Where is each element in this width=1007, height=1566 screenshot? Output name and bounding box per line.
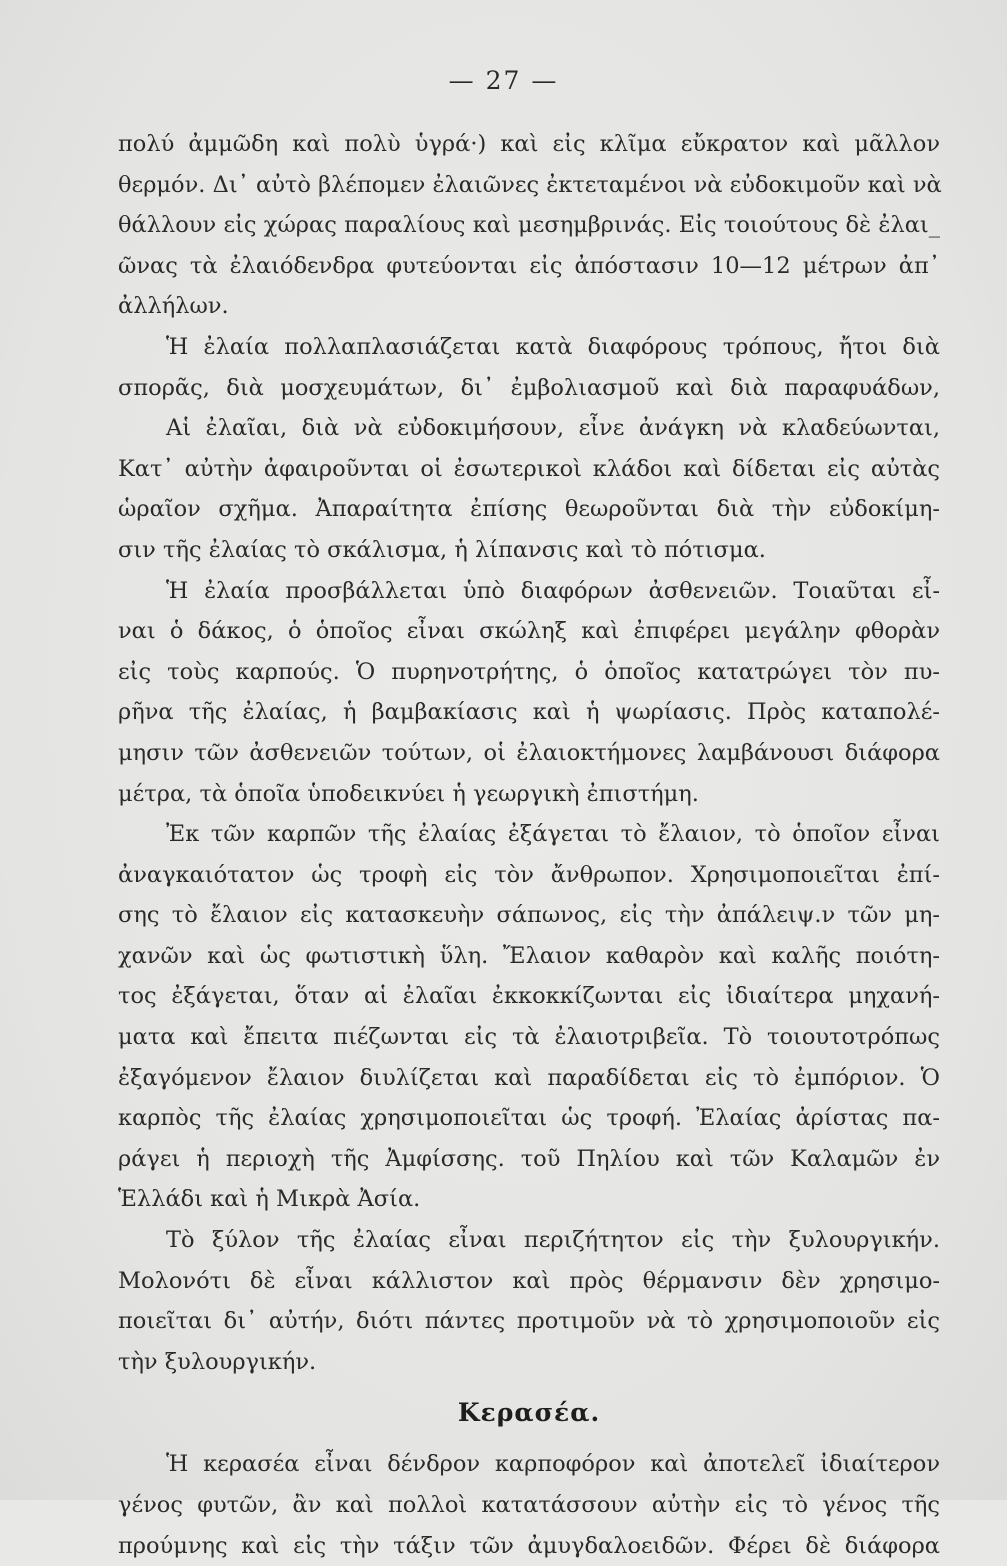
text-line: ἀναγκαιότατον ὡς τροφὴ εἰς τὸν ἄνθρωπον. Χρησιμοποιεῖται ἐπί- xyxy=(118,861,940,888)
text-line: Τὸ ξύλον τῆς ἐλαίας εἶναι περιζήτητον εἰς τὴν ξυλουργικήν. xyxy=(166,1227,940,1254)
page-number: — 27 — xyxy=(448,66,559,95)
text-line: σιν τῆς ἐλαίας τὸ σκάλισμα, ἡ λίπανσις καὶ τὸ πότισμα. xyxy=(118,536,766,563)
text-line: ράγει ἡ περιοχὴ τῆς Ἀμφίσσης. τοῦ Πηλίου καὶ τῶν Καλαμῶν ἐν xyxy=(118,1145,940,1172)
section-heading-wrap xyxy=(118,1382,940,1444)
text-line: εἰς τοὺς καρπούς. Ὁ πυρηνοτρήτης, ὁ ὁποῖος κατατρώγει τὸν πυ- xyxy=(118,658,940,685)
text-line: Ἑλλάδι καὶ ἡ Μικρὰ Ἀσία. xyxy=(118,1186,421,1213)
section-heading: Κερασέα. xyxy=(457,1398,601,1428)
text-line: ῶνας τὰ ἐλαιόδενδρα φυτεύονται εἰς ἀπόστασιν 10—12 μέτρων ἀπ᾽ xyxy=(118,252,940,279)
cherry-section-text xyxy=(118,1444,940,1566)
text-line: χανῶν καὶ ὡς φωτιστικὴ ὕλη. Ἔλαιον καθαρὸν καὶ καλῆς ποιότη- xyxy=(118,942,940,969)
text-line: μέτρα, τὰ ὁποῖα ὑποδεικνύει ἡ γεωργικὴ ἐπιστήμη. xyxy=(118,780,699,807)
text-line: ποιεῖται δι᾽ αὐτήν, διότι πάντες προτιμοῦν νὰ τὸ χρησιμοποιοῦν εἰς xyxy=(118,1308,940,1335)
text-line: μησιν τῶν ἀσθενειῶν τούτων, οἱ ἐλαιοκτήμονες λαμβάνουσι διάφορα xyxy=(118,739,940,766)
text-line: Μολονότι δὲ εἶναι κάλλιστον καὶ πρὸς θέρμανσιν δὲν χρησιμο- xyxy=(118,1267,940,1294)
text-line: ἀλλήλων. xyxy=(118,293,229,320)
text-line: Κατ᾽ αὐτὴν ἀφαιροῦνται οἱ ἐσωτερικοὶ κλάδοι καὶ δίδεται εἰς αὐτὰς xyxy=(118,455,940,482)
text-line: ὡραῖον σχῆμα. Ἀπαραίτητα ἐπίσης θεωροῦνται διὰ τὴν εὐδοκίμη- xyxy=(118,496,940,523)
text-line: πολύ ἀμμῶδη καὶ πολὺ ὑγρά·) καὶ εἰς κλῖμα εὔκρατον καὶ μᾶλλον xyxy=(118,131,940,157)
text-line: σπορᾶς, διὰ μοσχευμάτων, δι᾽ ἐμβολιασμοῦ καὶ διὰ παραφυάδων, xyxy=(118,374,940,401)
body-text xyxy=(118,124,940,1566)
text-line: τος ἐξάγεται, ὅταν αἱ ἐλαῖαι ἐκκοκκίζωνται εἰς ἰδιαίτερα μηχανή- xyxy=(118,983,940,1010)
text-line: καρπὸς τῆς ἐλαίας χρησιμοποιεῖται ὡς τροφή. Ἐλαίας ἀρίστας πα- xyxy=(118,1105,940,1132)
text-line: θερμόν. Δι᾽ αὐτὸ βλέπομεν ἐλαιῶνες ἐκτεταμένοι νὰ εὐδοκιμοῦν καὶ νὰ xyxy=(118,171,942,198)
text-line: Αἱ ἐλαῖαι, διὰ νὰ εὐδοκιμήσουν, εἶνε ἀνάγκη νὰ κλαδεύωνται, xyxy=(166,415,940,442)
olive-section-text xyxy=(118,124,940,1382)
text-line: Ἡ ἐλαία προσβάλλεται ὑπὸ διαφόρων ἀσθενειῶν. Τοιαῦται εἶ- xyxy=(166,577,940,604)
text-line: γένος φυτῶν, ἂν καὶ πολλοὶ κατατάσσουν αὐτὴν εἰς τὸ γένος τῆς xyxy=(118,1492,940,1518)
text-line: ἐξαγόμενον ἔλαιον διυλίζεται καὶ παραδίδεται εἰς τὸ ἐμπόριον. Ὁ xyxy=(118,1064,940,1091)
text-line: Ἡ κερασέα εἶναι δένδρον καρποφόρον καὶ ἀποτελεῖ ἰδιαίτερον xyxy=(166,1451,940,1478)
text-line: ματα καὶ ἔπειτα πιέζωνται εἰς τὰ ἐλαιοτριβεῖα. Τὸ τοιουτοτρόπως xyxy=(118,1024,940,1051)
text-line: προύμνης καὶ εἰς τὴν τάξιν τῶν ἀμυγδαλοειδῶν. Φέρει δὲ διάφορα xyxy=(118,1532,940,1559)
text-line: ρῆνα τῆς ἐλαίας, ἡ βαμβακίασις καὶ ἡ ψωρίασις. Πρὸς καταπολέ- xyxy=(118,699,940,726)
text-line: σης τὸ ἔλαιον εἰς κατασκευὴν σάπωνος, εἰς τὴν ἀπάλειψ.ν τῶν μη- xyxy=(118,902,940,929)
text-line: θάλλουν εἰς χώρας παραλίους καὶ μεσημβρινάς. Εἰς τοιούτους δὲ ἐλαι_ xyxy=(118,212,940,239)
text-line: Ἡ ἐλαία πολλαπλασιάζεται κατὰ διαφόρους τρόπους, ἤτοι διὰ xyxy=(166,333,940,360)
text-line: ναι ὁ δάκος, ὁ ὁποῖος εἶναι σκώληξ καὶ ἐπιφέρει μεγάλην φθορὰν xyxy=(118,618,940,645)
text-line: τὴν ξυλουργικήν. xyxy=(118,1348,317,1375)
text-line: Ἐκ τῶν καρπῶν τῆς ἐλαίας ἐξάγεται τὸ ἔλαιον, τὸ ὁποῖον εἶναι xyxy=(166,821,940,848)
